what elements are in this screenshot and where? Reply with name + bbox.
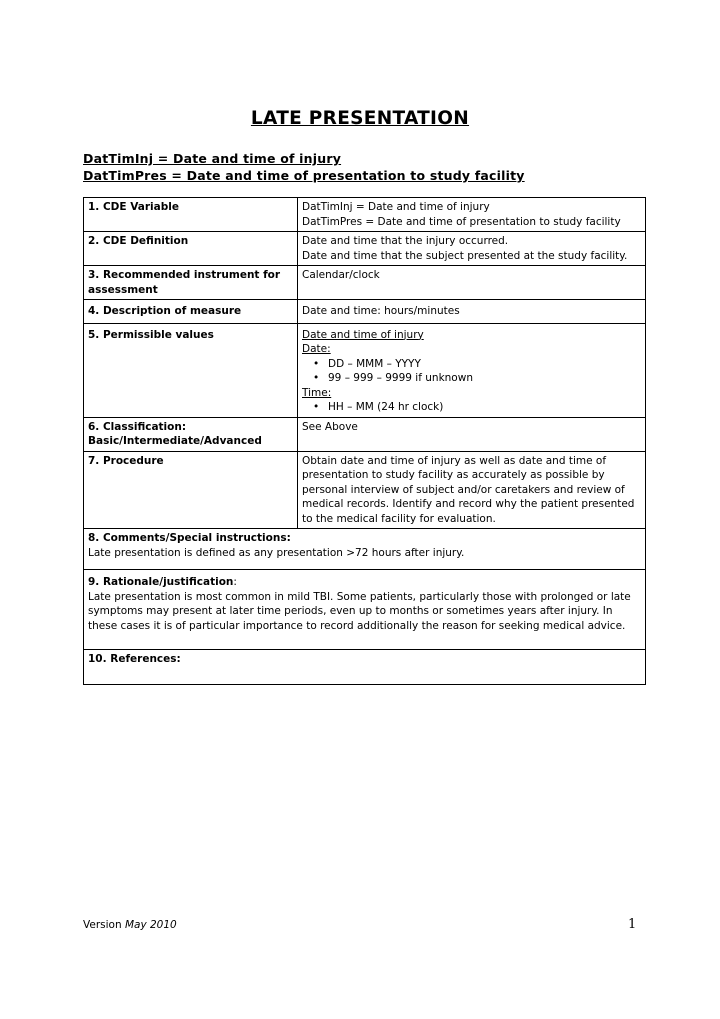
procedure-value: Obtain date and time of injury as well as date and time of presentation to study facility as accurately as possible by personal interview of subject and/or caretakers and review of medical records. Identify and record why the patient presented to the medical facility for evaluation.: [298, 451, 646, 529]
instrument-value: Calendar/clock: [298, 266, 646, 300]
list-item: • HH – MM (24 hr clock): [328, 400, 641, 415]
cde-variable-label: 1. CDE Variable: [84, 198, 298, 232]
classification-value: See Above: [298, 417, 646, 451]
cde-definition-line: Date and time that the injury occurred.: [302, 235, 509, 247]
permissible-values-label: 5. Permissible values: [84, 323, 298, 417]
cde-variable-value: [298, 198, 646, 232]
page-number: 1: [628, 917, 637, 932]
table-row-description: [84, 300, 646, 324]
cde-table: [83, 197, 646, 685]
cde-variable-line: DatTimInj = Date and time of injury: [302, 201, 490, 213]
table-row-cde-variable: [84, 198, 646, 232]
version-date: May 2010: [124, 919, 177, 931]
table-row-instrument: [84, 266, 646, 300]
date-format-list: [302, 357, 641, 386]
description-label: 4. Description of measure: [84, 300, 298, 324]
cde-definition-value: [298, 232, 646, 266]
page-title: LATE PRESENTATION: [250, 108, 470, 129]
table-row-cde-definition: [84, 232, 646, 266]
cde-definition-line: Date and time that the subject presented at the study facility.: [302, 249, 628, 262]
rationale-value: Late presentation is most common in mild TBI. Some patients, particularly those with prolonged or late symptoms may present at later time periods, even up to months or sometimes years after injury. In these cases it is of particular importance to record additionally the reason for seeking medical advice.: [88, 590, 631, 632]
permissible-heading: Date and time of injury: [302, 328, 424, 341]
references-cell: [84, 650, 646, 685]
variable-definition-presentation: DatTimPres = Date and time of presentation to study facility: [83, 168, 525, 183]
table-row-rationale: [84, 570, 646, 650]
list-item: • 99 – 999 – 9999 if unknown: [328, 371, 641, 386]
list-item: • DD – MMM – YYYY: [328, 357, 641, 372]
cde-definition-label: 2. CDE Definition: [84, 232, 298, 266]
rationale-cell: [84, 570, 646, 650]
references-label: 10. References:: [88, 653, 181, 665]
comments-label: 8. Comments/Special instructions:: [88, 532, 291, 544]
time-label: Time:: [302, 386, 332, 399]
permissible-values-value: [298, 323, 646, 417]
date-label: Date:: [302, 343, 331, 355]
time-format-list: [302, 400, 641, 415]
table-row-permissible-values: [84, 323, 646, 417]
comments-value: Late presentation is defined as any presentation >72 hours after injury.: [88, 546, 465, 559]
variable-definition-injury: DatTimInj = Date and time of injury: [83, 151, 342, 166]
table-row-procedure: [84, 451, 646, 529]
comments-cell: [84, 529, 646, 570]
instrument-label: 3. Recommended instrument for assessment: [84, 266, 298, 300]
table-row-references: [84, 650, 646, 685]
version-prefix: Version: [83, 919, 125, 931]
rationale-label-colon: :: [233, 576, 237, 588]
table-row-comments: [84, 529, 646, 570]
table-row-classification: [84, 417, 646, 451]
description-value: Date and time: hours/minutes: [298, 300, 646, 324]
procedure-label: 7. Procedure: [84, 451, 298, 529]
cde-variable-line: DatTimPres = Date and time of presentation to study facility: [302, 215, 621, 228]
classification-label: 6. Classification: Basic/Intermediate/Advanced: [84, 417, 298, 451]
rationale-label: 9. Rationale/justification: [88, 576, 234, 588]
footer-version: [83, 919, 177, 931]
